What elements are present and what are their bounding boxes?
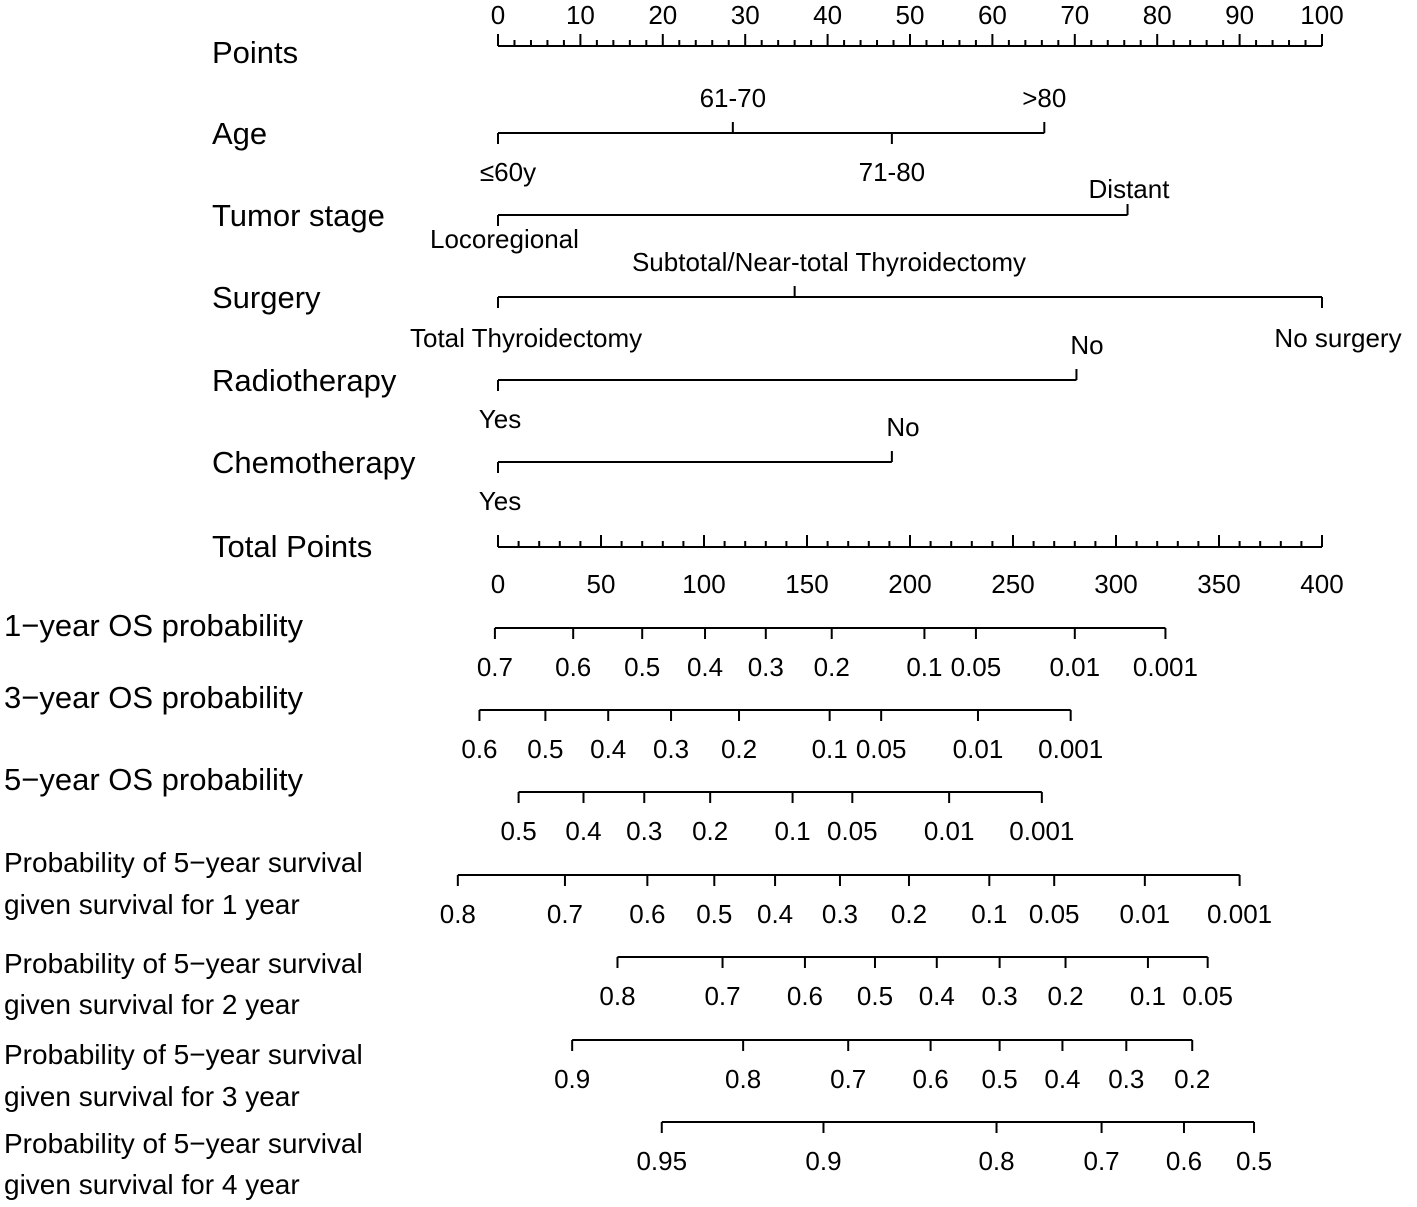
outcome-row-6 <box>4 1039 1210 1112</box>
level-label: Yes <box>478 486 522 516</box>
total-points-tick-label: 350 <box>1197 569 1241 599</box>
predictor-rows <box>212 83 1402 516</box>
level-label: No <box>1070 330 1104 360</box>
outcome-tick-label: 0.7 <box>704 981 741 1011</box>
outcome-tick-label: 0.1 <box>774 816 811 846</box>
level-label: 61-70 <box>699 83 767 113</box>
predictor-row-tumor-stage <box>212 174 1170 254</box>
outcome-tick-label: 0.4 <box>1044 1064 1081 1094</box>
outcome-tick-label: 0.9 <box>805 1146 842 1176</box>
outcome-tick-label: 0.01 <box>1049 652 1101 682</box>
outcome-row-7 <box>4 1122 1272 1200</box>
outcome-label: given survival for 1 year <box>4 889 300 920</box>
outcome-tick-label: 0.05 <box>1028 899 1080 929</box>
outcome-tick-label: 0.8 <box>725 1064 762 1094</box>
outcome-tick-label: 0.2 <box>813 652 850 682</box>
level-label: Yes <box>478 404 522 434</box>
outcome-tick-label: 0.95 <box>636 1146 688 1176</box>
outcome-tick-label: 0.6 <box>629 899 666 929</box>
outcome-tick-label: 0.4 <box>756 899 794 929</box>
points-tick-label: 50 <box>895 0 925 30</box>
outcome-tick-label: 0.6 <box>461 734 498 764</box>
outcome-tick-label: 0.01 <box>952 734 1004 764</box>
outcome-tick-label: 0.01 <box>1119 899 1171 929</box>
outcome-tick-label: 0.001 <box>1132 652 1198 682</box>
outcome-tick-label: 0.6 <box>555 652 592 682</box>
predictor-row-radiotherapy <box>212 330 1104 434</box>
outcome-tick-label: 0.3 <box>821 899 859 929</box>
level-label: 71-80 <box>858 157 926 187</box>
predictor-label: Radiotherapy <box>212 363 397 398</box>
outcome-row-5 <box>4 948 1233 1020</box>
outcome-label: 5−year OS probability <box>4 762 303 797</box>
outcome-label: given survival for 2 year <box>4 989 300 1020</box>
points-scale-row <box>212 0 1344 70</box>
total-points-tick-label: 200 <box>888 569 932 599</box>
outcome-tick-label: 0.2 <box>890 899 928 929</box>
predictor-row-surgery <box>212 247 1402 353</box>
predictor-row-chemotherapy <box>212 412 920 516</box>
level-label: Total Thyroidectomy <box>410 323 643 353</box>
outcome-label: Probability of 5−year survival <box>4 847 363 878</box>
outcome-tick-label: 0.6 <box>912 1064 949 1094</box>
outcome-label: Probability of 5−year survival <box>4 1039 363 1070</box>
outcome-tick-label: 0.4 <box>918 981 955 1011</box>
outcome-tick-label: 0.5 <box>696 899 733 929</box>
total-points-tick-label: 300 <box>1094 569 1138 599</box>
outcome-tick-label: 0.2 <box>720 734 758 764</box>
predictor-label: Surgery <box>212 280 321 315</box>
predictor-label: Age <box>212 116 268 151</box>
outcome-tick-label: 0.2 <box>1047 981 1084 1011</box>
points-tick-label: 40 <box>813 0 843 30</box>
outcome-tick-label: 0.5 <box>1235 1146 1273 1176</box>
outcome-tick-label: 0.5 <box>500 816 537 846</box>
outcome-tick-label: 0.2 <box>1174 1064 1211 1094</box>
points-tick-label: 70 <box>1060 0 1090 30</box>
outcome-tick-label: 0.5 <box>856 981 894 1011</box>
outcome-tick-label: 0.5 <box>981 1064 1018 1094</box>
points-tick-label: 0 <box>490 0 506 30</box>
points-tick-label: 100 <box>1300 0 1344 30</box>
outcome-tick-label: 0.6 <box>1165 1146 1203 1176</box>
total-points-tick-label: 250 <box>991 569 1035 599</box>
outcome-row-2 <box>4 680 1103 764</box>
outcome-row-4 <box>4 847 1272 929</box>
outcome-tick-label: 0.001 <box>1009 816 1075 846</box>
total-points-tick-label: 100 <box>682 569 726 599</box>
total-points-label: Total Points <box>212 529 373 564</box>
outcome-tick-label: 0.4 <box>565 816 602 846</box>
outcome-label: given survival for 3 year <box>4 1081 300 1112</box>
outcome-tick-label: 0.2 <box>692 816 729 846</box>
outcome-tick-label: 0.1 <box>1129 981 1167 1011</box>
outcome-tick-label: 0.05 <box>1182 981 1233 1011</box>
predictor-label: Tumor stage <box>212 198 385 233</box>
outcome-tick-label: 0.5 <box>527 734 564 764</box>
level-label: Distant <box>1088 174 1170 204</box>
level-label: ≤60y <box>479 157 537 187</box>
outcome-tick-label: 0.7 <box>1083 1146 1120 1176</box>
total-points-tick-label: 50 <box>586 569 616 599</box>
outcome-rows <box>4 608 1272 1200</box>
outcome-tick-label: 0.7 <box>830 1064 867 1094</box>
outcome-tick-label: 0.001 <box>1207 899 1273 929</box>
points-tick-label: 60 <box>977 0 1007 30</box>
outcome-tick-label: 0.8 <box>978 1146 1015 1176</box>
outcome-label: Probability of 5−year survival <box>4 1128 363 1159</box>
outcome-tick-label: 0.7 <box>476 652 513 682</box>
total-points-tick-label: 0 <box>490 569 506 599</box>
outcome-tick-label: 0.5 <box>624 652 661 682</box>
predictor-label: Chemotherapy <box>212 445 416 480</box>
points-label: Points <box>212 35 299 70</box>
level-label: Locoregional <box>430 224 579 254</box>
outcome-tick-label: 0.3 <box>1108 1064 1145 1094</box>
outcome-tick-label: 0.05 <box>827 816 878 846</box>
outcome-tick-label: 0.9 <box>554 1064 591 1094</box>
level-label: No surgery <box>1274 323 1402 353</box>
outcome-label: 3−year OS probability <box>4 680 303 715</box>
total-points-tick-label: 150 <box>785 569 829 599</box>
level-label: No <box>886 412 920 442</box>
outcome-tick-label: 0.1 <box>971 899 1008 929</box>
outcome-row-1 <box>4 608 1198 682</box>
outcome-tick-label: 0.3 <box>981 981 1018 1011</box>
outcome-tick-label: 0.1 <box>906 652 943 682</box>
outcome-label: given survival for 4 year <box>4 1169 300 1200</box>
predictor-row-age <box>212 83 1066 187</box>
points-tick-label: 80 <box>1142 0 1172 30</box>
points-tick-label: 20 <box>648 0 678 30</box>
outcome-label: Probability of 5−year survival <box>4 948 363 979</box>
outcome-label: 1−year OS probability <box>4 608 303 643</box>
total-points-tick-label: 400 <box>1300 569 1344 599</box>
points-tick-label: 30 <box>730 0 760 30</box>
outcome-row-3 <box>4 762 1074 846</box>
points-tick-label: 10 <box>565 0 595 30</box>
outcome-tick-label: 0.001 <box>1038 734 1104 764</box>
outcome-tick-label: 0.7 <box>546 899 584 929</box>
outcome-tick-label: 0.8 <box>599 981 636 1011</box>
total-points-scale-row <box>212 529 1344 599</box>
outcome-tick-label: 0.4 <box>590 734 627 764</box>
outcome-tick-label: 0.1 <box>811 734 848 764</box>
outcome-tick-label: 0.4 <box>686 652 724 682</box>
outcome-tick-label: 0.01 <box>923 816 975 846</box>
points-tick-label: 90 <box>1225 0 1255 30</box>
outcome-tick-label: 0.05 <box>950 652 1002 682</box>
outcome-tick-label: 0.3 <box>652 734 690 764</box>
outcome-tick-label: 0.6 <box>786 981 824 1011</box>
outcome-tick-label: 0.8 <box>439 899 476 929</box>
level-label: >80 <box>1022 83 1067 113</box>
outcome-tick-label: 0.05 <box>855 734 907 764</box>
outcome-tick-label: 0.3 <box>626 816 663 846</box>
level-label: Subtotal/Near-total Thyroidectomy <box>631 247 1027 277</box>
outcome-tick-label: 0.3 <box>747 652 784 682</box>
